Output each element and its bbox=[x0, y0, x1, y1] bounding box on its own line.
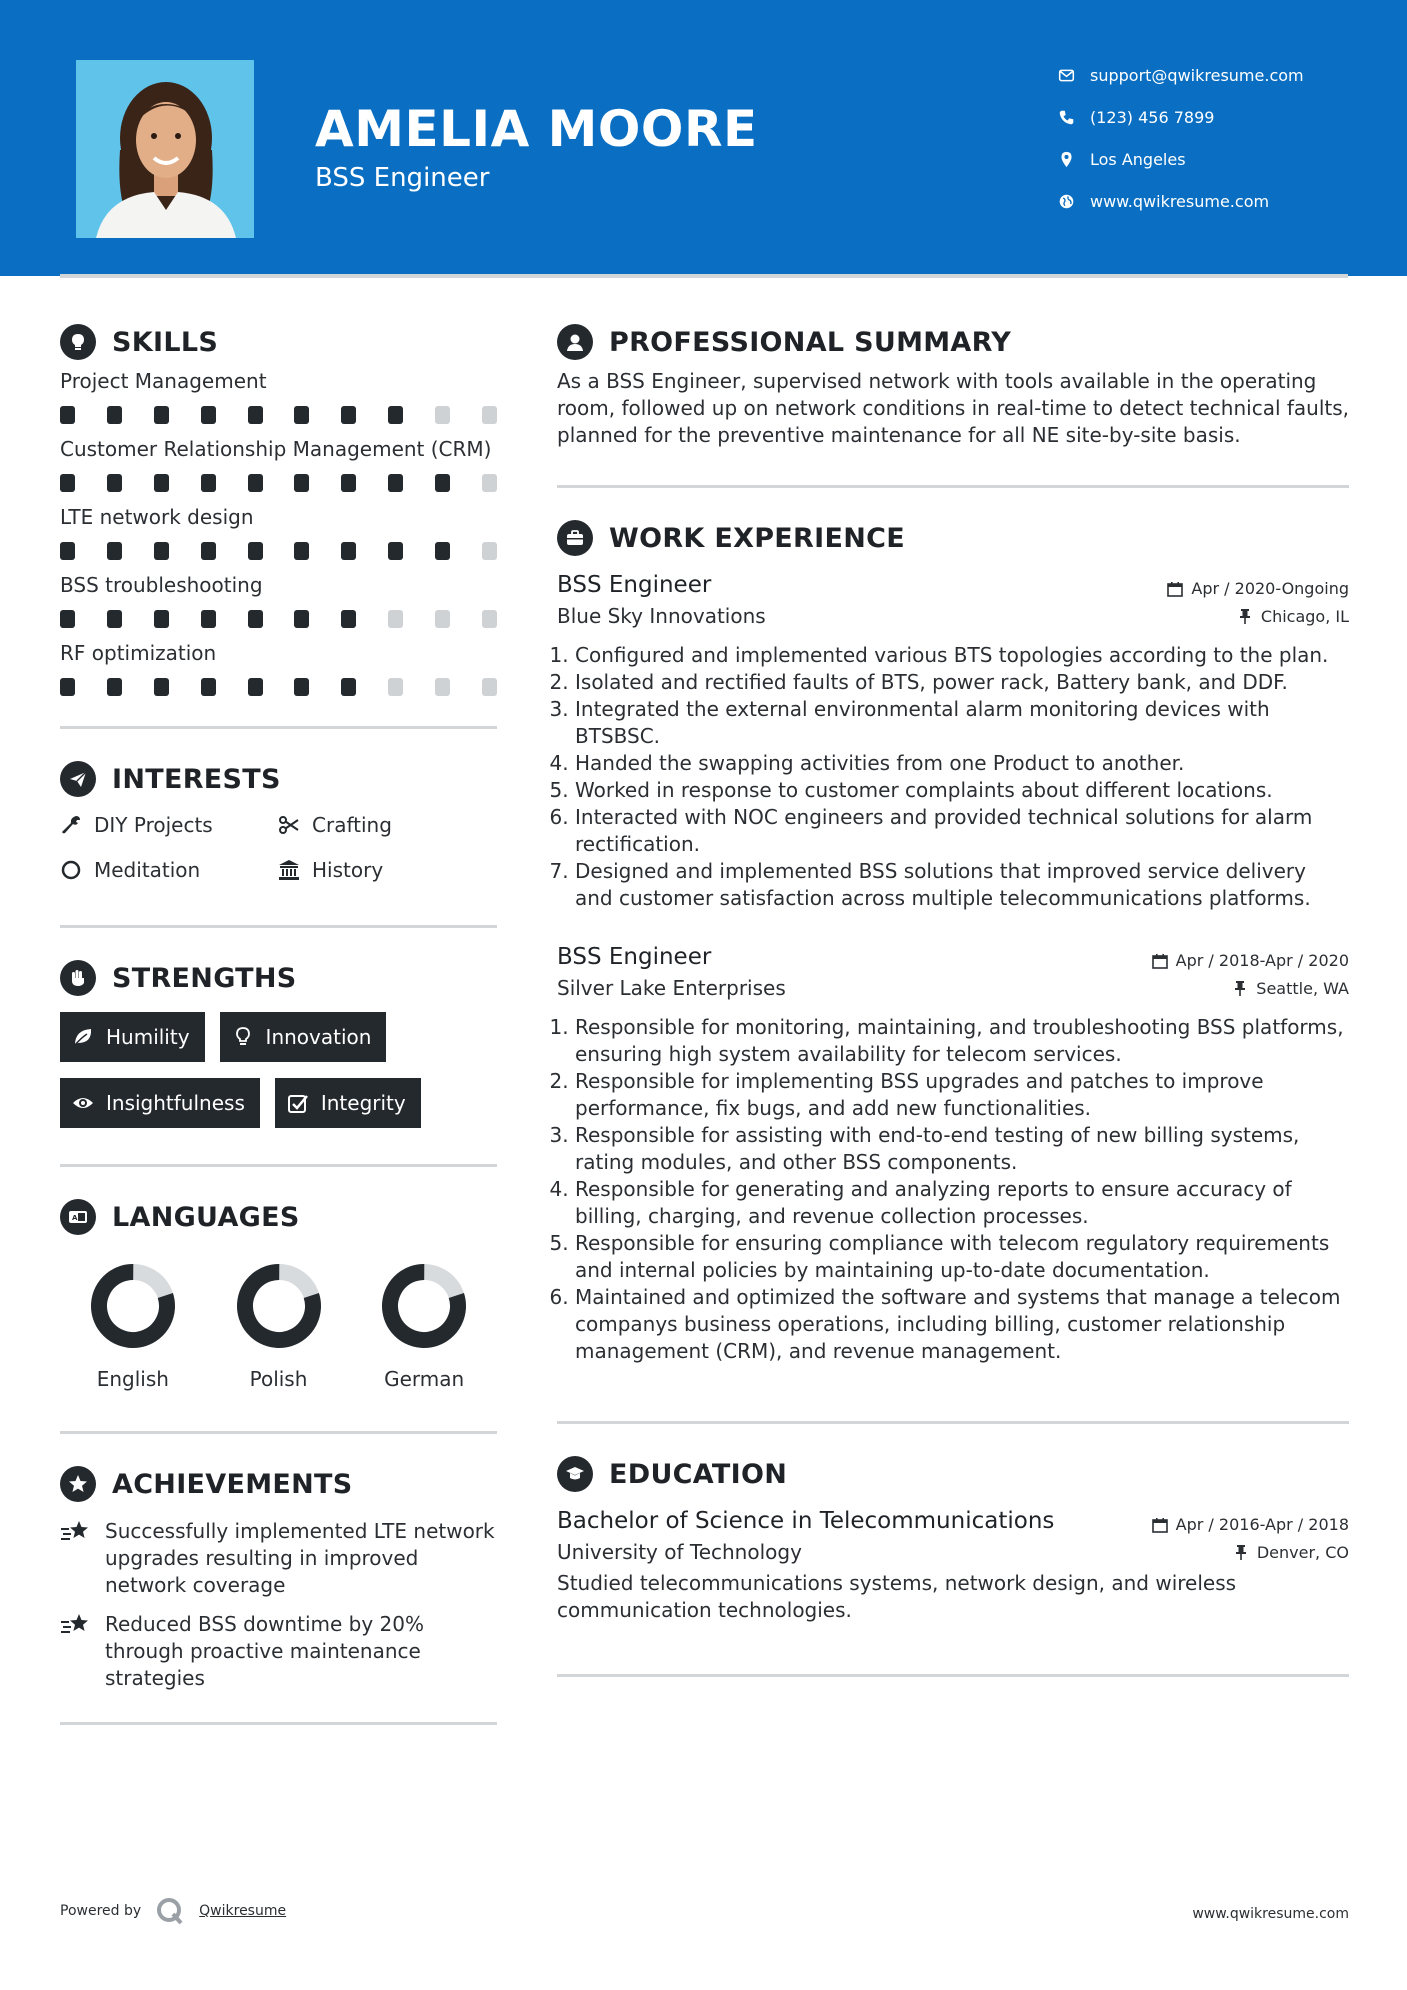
contact-location-text: Los Angeles bbox=[1090, 149, 1186, 169]
job-entry bbox=[557, 934, 1349, 1365]
interests-heading bbox=[60, 755, 497, 803]
interest-item bbox=[60, 809, 278, 840]
language-item bbox=[351, 1261, 497, 1391]
profile-photo bbox=[76, 60, 254, 238]
skill-dot-filled bbox=[60, 542, 75, 560]
skill-dot-filled bbox=[294, 678, 309, 696]
skill-dot-filled bbox=[60, 678, 75, 696]
degree-name: Bachelor of Science in Telecommunications bbox=[557, 1508, 1055, 1534]
duty-list bbox=[557, 1014, 1349, 1365]
leaf-icon bbox=[72, 1026, 94, 1048]
company-name: Silver Lake Enterprises bbox=[557, 976, 786, 1000]
skill-dot-filled bbox=[154, 678, 169, 696]
right-column bbox=[557, 318, 1349, 1677]
skills-title: SKILLS bbox=[112, 326, 219, 358]
skill-dot-filled bbox=[388, 542, 403, 560]
job-header bbox=[557, 934, 1349, 970]
duty-item: 4. Handed the swapping activities from one Product to another. bbox=[575, 750, 1349, 777]
skill-dot-filled bbox=[201, 542, 216, 560]
calendar-icon bbox=[1167, 581, 1183, 597]
achievement-text: Successfully implemented LTE network upgrades resulting in improved network coverage bbox=[105, 1519, 495, 1597]
footer-website[interactable]: www.qwikresume.com bbox=[1192, 1906, 1349, 1922]
strength-label: Innovation bbox=[265, 1025, 372, 1049]
interests-title: INTERESTS bbox=[112, 763, 281, 795]
achievements-title: ACHIEVEMENTS bbox=[112, 1468, 353, 1500]
language-donut bbox=[88, 1261, 178, 1351]
summary-text: As a BSS Engineer, supervised network with tools available in the operating room, followed up on network conditions in real-time to detect technical faults, planned for the preventive maintenance for all NE site-by-site basis. bbox=[557, 369, 1350, 447]
job-dates-text: Apr / 2020-Ongoing bbox=[1191, 579, 1349, 598]
skill-dot-filled bbox=[107, 406, 122, 424]
duty-item: 5. Responsible for ensuring compliance with telecom regulatory requirements and internal policies by maintaining up-to-date documentation. bbox=[575, 1230, 1349, 1284]
skill-dot-filled bbox=[60, 610, 75, 628]
company-name: Blue Sky Innovations bbox=[557, 604, 766, 628]
header-divider bbox=[60, 274, 1348, 278]
skill-dot-filled bbox=[107, 678, 122, 696]
skill-dot-filled bbox=[294, 610, 309, 628]
museum-icon bbox=[278, 859, 300, 881]
eye-icon bbox=[72, 1092, 94, 1114]
calendar-icon bbox=[1152, 1517, 1168, 1533]
strength-label: Humility bbox=[106, 1025, 190, 1049]
interest-item bbox=[278, 809, 497, 840]
skill-dot-filled bbox=[341, 542, 356, 560]
section-divider bbox=[60, 726, 497, 729]
skill-dot-filled bbox=[248, 406, 263, 424]
job-entry bbox=[557, 562, 1349, 912]
pushpin-icon bbox=[1232, 980, 1248, 996]
skill-name: LTE network design bbox=[60, 505, 254, 529]
phone-icon bbox=[1055, 106, 1077, 128]
strength-label: Integrity bbox=[320, 1091, 406, 1115]
job-role: BSS Engineer bbox=[557, 944, 712, 970]
qwikresume-logo-icon bbox=[155, 1896, 185, 1926]
candidate-name: AMELIA MOORE bbox=[315, 100, 758, 158]
language-donut bbox=[234, 1261, 324, 1351]
education-subheader bbox=[557, 1534, 1349, 1570]
duty-item: 1. Configured and implemented various BTS topologies according to the plan. bbox=[575, 642, 1349, 669]
strength-tag bbox=[60, 1012, 205, 1062]
job-header bbox=[557, 562, 1349, 598]
education-dates bbox=[1152, 1515, 1349, 1534]
contact-website[interactable] bbox=[1055, 180, 1385, 222]
languages-title: LANGUAGES bbox=[112, 1201, 300, 1233]
graduate-section-icon bbox=[557, 1456, 593, 1492]
achievements-heading bbox=[60, 1460, 497, 1508]
language-item bbox=[60, 1261, 206, 1391]
duty-item: 1. Responsible for monitoring, maintaining, and troubleshooting BSS platforms, ensuring high system availability for telecom services. bbox=[575, 1014, 1349, 1068]
language-label: English bbox=[96, 1367, 169, 1391]
interest-label: History bbox=[312, 857, 384, 882]
languages-heading bbox=[60, 1193, 497, 1241]
pushpin-icon bbox=[1233, 1544, 1249, 1560]
achievement-list bbox=[60, 1518, 497, 1692]
skills-heading bbox=[60, 318, 497, 366]
contact-location bbox=[1055, 138, 1385, 180]
job-dates bbox=[1152, 951, 1349, 970]
education-location bbox=[1233, 1543, 1349, 1562]
section-divider bbox=[557, 1674, 1349, 1677]
achievement-item bbox=[60, 1611, 497, 1692]
interest-item bbox=[60, 854, 278, 885]
strengths-heading bbox=[60, 954, 497, 1002]
globe-icon bbox=[1055, 190, 1077, 212]
skill-dot-filled bbox=[60, 406, 75, 424]
interest-label: Meditation bbox=[94, 857, 201, 882]
strengths-title: STRENGTHS bbox=[112, 962, 297, 994]
section-divider bbox=[60, 925, 497, 928]
strength-tag bbox=[60, 1078, 260, 1128]
language-label: Polish bbox=[249, 1367, 308, 1391]
skill-dot-filled bbox=[388, 406, 403, 424]
job-role: BSS Engineer bbox=[557, 572, 712, 598]
skill-dot-empty bbox=[435, 610, 450, 628]
skill-dot-filled bbox=[435, 474, 450, 492]
calendar-icon bbox=[1152, 953, 1168, 969]
language-list bbox=[60, 1261, 497, 1391]
skill-dot-empty bbox=[435, 406, 450, 424]
qwikresume-link[interactable]: Qwikresume bbox=[199, 1903, 287, 1919]
language-section-icon bbox=[60, 1199, 96, 1235]
experience-title: WORK EXPERIENCE bbox=[609, 522, 905, 554]
skill-dot-empty bbox=[482, 610, 497, 628]
section-divider bbox=[557, 485, 1349, 488]
section-divider bbox=[557, 1421, 1349, 1424]
candidate-title: BSS Engineer bbox=[315, 163, 490, 193]
duty-item: 2. Responsible for implementing BSS upgrades and patches to improve performance, fix bugs, and add new functionalities. bbox=[575, 1068, 1349, 1122]
pushpin-icon bbox=[1237, 608, 1253, 624]
duty-item: 7. Designed and implemented BSS solutions that improved service delivery and customer satisfaction across multiple telecommunications platforms. bbox=[575, 858, 1349, 912]
skill-dot-empty bbox=[435, 678, 450, 696]
skill-name: Project Management bbox=[60, 369, 267, 393]
skill-dot-filled bbox=[107, 474, 122, 492]
skill-dot-filled bbox=[248, 610, 263, 628]
skills-list bbox=[60, 368, 497, 696]
skill-dot-filled bbox=[154, 610, 169, 628]
skill-dot-filled bbox=[107, 610, 122, 628]
strength-tags bbox=[60, 1012, 497, 1128]
contact-email[interactable] bbox=[1055, 54, 1385, 96]
job-subheader bbox=[557, 598, 1349, 634]
education-heading bbox=[557, 1450, 1349, 1498]
skill-dot-filled bbox=[248, 474, 263, 492]
envelope-icon bbox=[1055, 64, 1077, 86]
job-dates bbox=[1167, 579, 1349, 598]
section-divider bbox=[60, 1431, 497, 1434]
duty-item: 3. Integrated the external environmental alarm monitoring devices with BTSBSC. bbox=[575, 696, 1349, 750]
skill-dot-filled bbox=[201, 678, 216, 696]
lightbulb-section-icon bbox=[60, 324, 96, 360]
skill-dot-filled bbox=[294, 474, 309, 492]
skill-level-dots bbox=[60, 542, 497, 560]
skill-dot-filled bbox=[60, 474, 75, 492]
skill-dot-filled bbox=[341, 406, 356, 424]
language-donut bbox=[379, 1261, 469, 1351]
skill-name: BSS troubleshooting bbox=[60, 573, 263, 597]
section-divider bbox=[60, 1722, 497, 1725]
contact-email-text: support@qwikresume.com bbox=[1090, 65, 1304, 85]
interests-grid bbox=[60, 809, 497, 885]
contact-phone-text: (123) 456 7899 bbox=[1090, 107, 1215, 127]
duty-item: 6. Maintained and optimized the software and systems that manage a telecom companys business operations, including billing, customer relationship management (CRM), and revenue management. bbox=[575, 1284, 1349, 1365]
interest-label: DIY Projects bbox=[94, 812, 213, 837]
briefcase-section-icon bbox=[557, 520, 593, 556]
skill-dot-filled bbox=[341, 678, 356, 696]
job-location-text: Seattle, WA bbox=[1256, 978, 1349, 998]
job-location bbox=[1237, 607, 1349, 626]
strength-label: Insightfulness bbox=[106, 1091, 245, 1115]
paper-plane-section-icon bbox=[60, 761, 96, 797]
skill-dot-filled bbox=[107, 542, 122, 560]
education-header bbox=[557, 1498, 1349, 1534]
strength-tag bbox=[220, 1012, 387, 1062]
svg-text:A: A bbox=[72, 1214, 78, 1222]
duty-item: 5. Worked in response to customer complaints about different locations. bbox=[575, 777, 1349, 804]
skill-dot-filled bbox=[201, 406, 216, 424]
job-location-text: Chicago, IL bbox=[1260, 606, 1349, 626]
user-section-icon bbox=[557, 324, 593, 360]
scissors-icon bbox=[278, 814, 300, 836]
summary-title: PROFESSIONAL SUMMARY bbox=[609, 326, 1012, 358]
contact-list bbox=[1055, 54, 1385, 222]
strength-tag bbox=[275, 1078, 421, 1128]
skill-dot-filled bbox=[388, 474, 403, 492]
lightbulb-icon bbox=[232, 1026, 254, 1048]
language-item bbox=[206, 1261, 352, 1391]
shooting-star-icon bbox=[60, 1518, 92, 1546]
skill-name: Customer Relationship Management (CRM) bbox=[60, 437, 492, 461]
duty-list bbox=[557, 642, 1349, 912]
section-divider bbox=[60, 1164, 497, 1167]
summary-heading bbox=[557, 318, 1349, 366]
star-badge-section-icon bbox=[60, 1466, 96, 1502]
powered-by-text: Powered by bbox=[60, 1903, 142, 1919]
skill-level-dots bbox=[60, 610, 497, 628]
skill-dot-empty bbox=[482, 474, 497, 492]
portrait-image bbox=[76, 60, 254, 238]
achievement-item bbox=[60, 1518, 497, 1599]
job-subheader bbox=[557, 970, 1349, 1006]
skill-dot-filled bbox=[435, 542, 450, 560]
skill-dot-filled bbox=[294, 542, 309, 560]
skill-dot-filled bbox=[341, 610, 356, 628]
skill-dot-empty bbox=[482, 542, 497, 560]
skill-dot-filled bbox=[294, 406, 309, 424]
skill-dot-empty bbox=[482, 406, 497, 424]
interest-item bbox=[278, 854, 497, 885]
job-dates-text: Apr / 2018-Apr / 2020 bbox=[1175, 951, 1349, 970]
skill-dot-empty bbox=[388, 678, 403, 696]
skill-dot-filled bbox=[154, 542, 169, 560]
achievement-text: Reduced BSS downtime by 20% through proactive maintenance strategies bbox=[105, 1612, 424, 1690]
left-column bbox=[60, 318, 497, 1725]
education-description: Studied telecommunications systems, network design, and wireless communication technologies. bbox=[557, 1571, 1237, 1622]
duty-item: 3. Responsible for assisting with end-to-end testing of new billing systems, rating modules, and other BSS components. bbox=[575, 1122, 1349, 1176]
skill-dot-filled bbox=[248, 542, 263, 560]
skill-level-dots bbox=[60, 474, 497, 492]
skill-level-dots bbox=[60, 406, 497, 424]
education-entry bbox=[557, 1498, 1349, 1624]
skill-dot-filled bbox=[341, 474, 356, 492]
checkbox-icon bbox=[287, 1092, 309, 1114]
skill-dot-filled bbox=[201, 610, 216, 628]
skill-dot-filled bbox=[154, 406, 169, 424]
circle-icon bbox=[60, 859, 82, 881]
duty-item: 6. Interacted with NOC engineers and provided technical solutions for alarm rectification. bbox=[575, 804, 1349, 858]
skill-name: RF optimization bbox=[60, 641, 217, 665]
wrench-icon bbox=[60, 814, 82, 836]
job-location bbox=[1232, 979, 1349, 998]
skill-dot-filled bbox=[154, 474, 169, 492]
skill-level-dots bbox=[60, 678, 497, 696]
contact-website-text: www.qwikresume.com bbox=[1090, 191, 1270, 211]
education-dates-text: Apr / 2016-Apr / 2018 bbox=[1175, 1515, 1349, 1534]
education-title: EDUCATION bbox=[609, 1458, 788, 1490]
duty-item: 4. Responsible for generating and analyzing reports to ensure accuracy of billing, charging, and revenue collection processes. bbox=[575, 1176, 1349, 1230]
experience-heading bbox=[557, 514, 1349, 562]
contact-phone[interactable] bbox=[1055, 96, 1385, 138]
skill-dot-filled bbox=[248, 678, 263, 696]
map-pin-icon bbox=[1055, 148, 1077, 170]
footer-credit bbox=[60, 1896, 286, 1926]
header-banner bbox=[0, 0, 1407, 276]
skill-dot-filled bbox=[201, 474, 216, 492]
duty-item: 2. Isolated and rectified faults of BTS, power rack, Battery bank, and DDF. bbox=[575, 669, 1349, 696]
school-name: University of Technology bbox=[557, 1540, 802, 1564]
skill-dot-empty bbox=[388, 610, 403, 628]
education-location-text: Denver, CO bbox=[1256, 1542, 1349, 1562]
skill-dot-empty bbox=[482, 678, 497, 696]
language-label: German bbox=[384, 1367, 465, 1391]
interest-label: Crafting bbox=[312, 812, 392, 837]
shooting-star-icon bbox=[60, 1611, 92, 1639]
fist-section-icon bbox=[60, 960, 96, 996]
